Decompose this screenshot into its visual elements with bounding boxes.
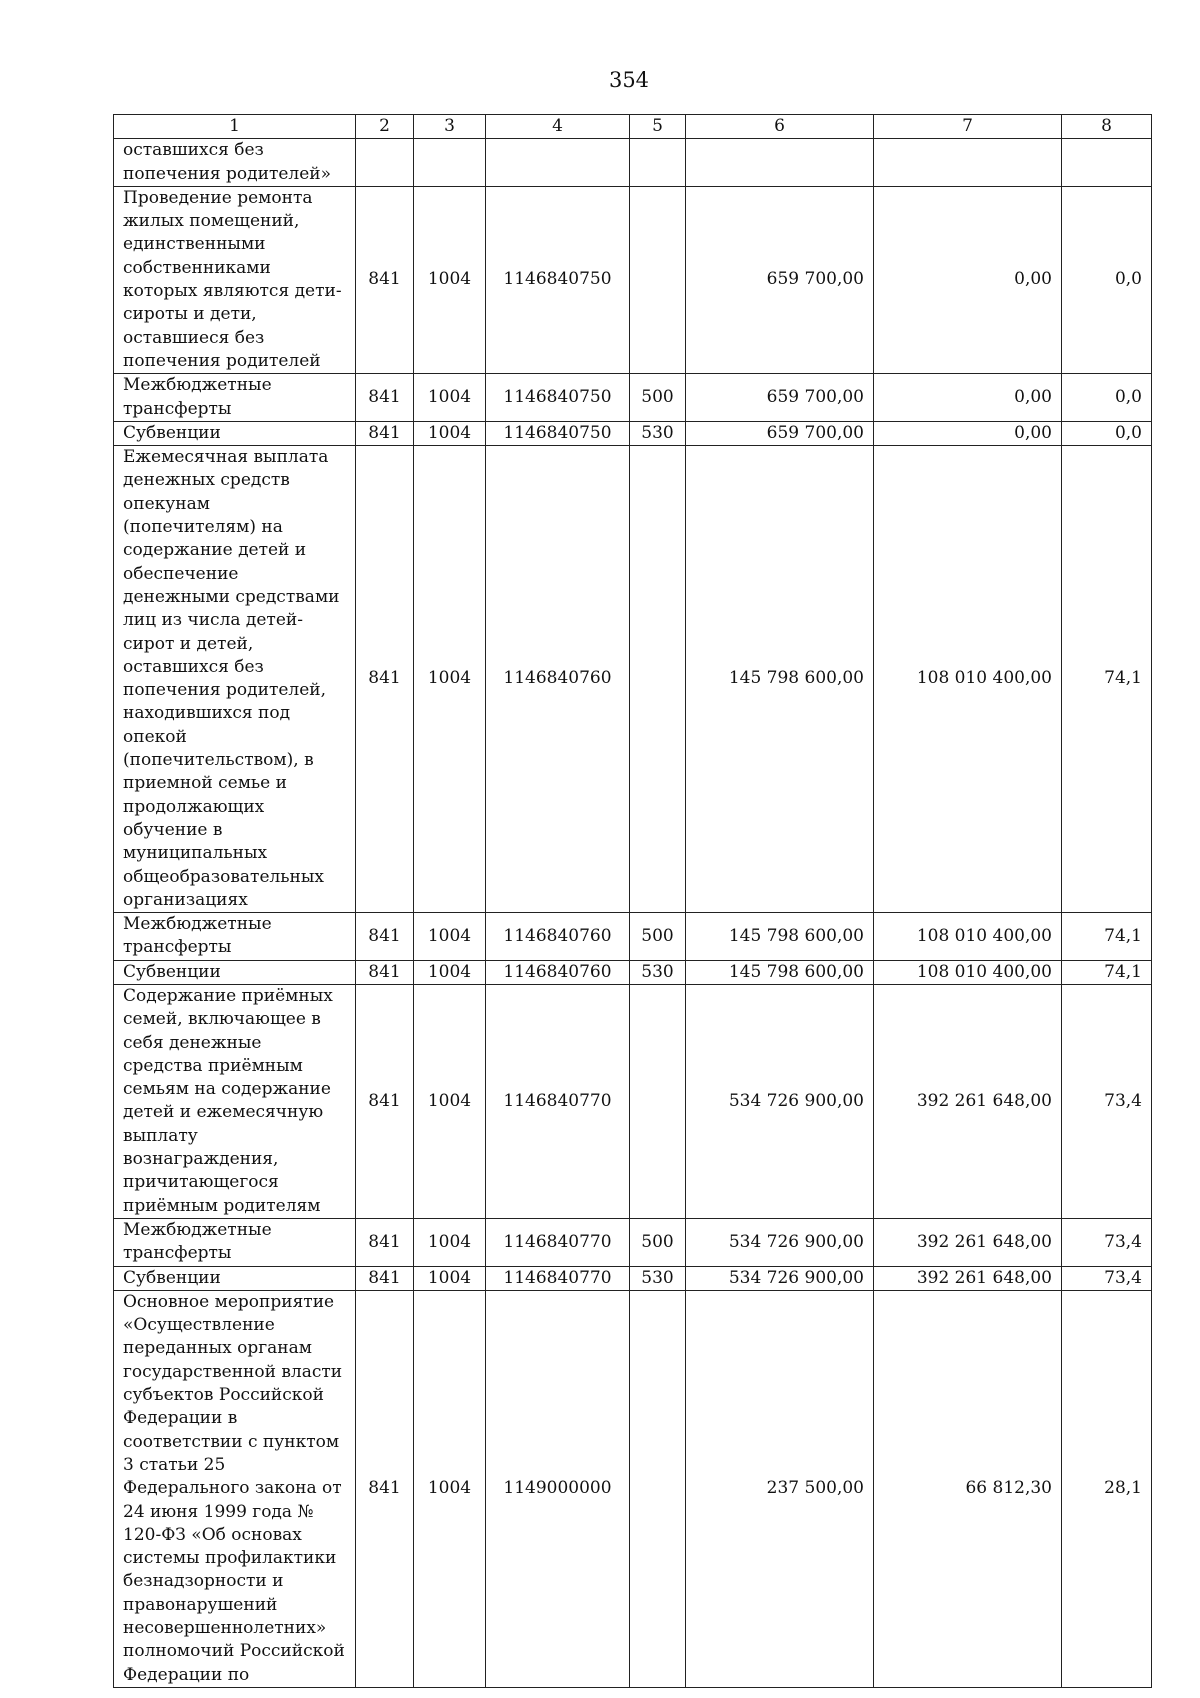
target-code-cell: 1146840750 <box>486 374 630 422</box>
row-name-cell: Основное мероприятие «Осуществление переданных органам государственной власти субъектов Российской Федерации в соответствии с пунктом 3 статьи 25 Федерального закона от 24 июня 1999 года № 120-ФЗ «Об основах системы профилактики безнадзорности и правонарушений несовершеннолетних» полномочий Российской Федерации по <box>114 1290 356 1687</box>
target-code-cell: 1146840760 <box>486 446 630 913</box>
actual-amount-cell: 0,00 <box>874 374 1062 422</box>
table-row <box>114 139 1152 187</box>
percent-cell: 73,4 <box>1062 1218 1152 1266</box>
section-code-cell: 1004 <box>414 984 486 1218</box>
section-code-cell <box>414 139 486 187</box>
row-name-cell: Межбюджетные трансферты <box>114 374 356 422</box>
column-header: 5 <box>630 115 686 139</box>
row-name-cell: Межбюджетные трансферты <box>114 913 356 961</box>
actual-amount-cell: 0,00 <box>874 186 1062 373</box>
planned-amount-cell: 237 500,00 <box>686 1290 874 1687</box>
expense-type-cell <box>630 446 686 913</box>
percent-cell <box>1062 139 1152 187</box>
planned-amount-cell: 659 700,00 <box>686 186 874 373</box>
percent-cell: 73,4 <box>1062 1266 1152 1290</box>
row-name-cell: Субвенции <box>114 960 356 984</box>
planned-amount-cell: 659 700,00 <box>686 421 874 445</box>
page-number: 354 <box>608 68 650 92</box>
actual-amount-cell <box>874 139 1062 187</box>
target-code-cell <box>486 139 630 187</box>
table-row <box>114 960 1152 984</box>
table-row <box>114 1266 1152 1290</box>
table-row <box>114 186 1152 373</box>
admin-code-cell: 841 <box>356 421 414 445</box>
actual-amount-cell: 392 261 648,00 <box>874 1218 1062 1266</box>
planned-amount-cell: 659 700,00 <box>686 374 874 422</box>
planned-amount-cell: 534 726 900,00 <box>686 984 874 1218</box>
planned-amount-cell: 145 798 600,00 <box>686 960 874 984</box>
table-body <box>114 139 1152 1688</box>
admin-code-cell: 841 <box>356 984 414 1218</box>
actual-amount-cell: 66 812,30 <box>874 1290 1062 1687</box>
column-header: 1 <box>114 115 356 139</box>
table-row <box>114 1290 1152 1687</box>
planned-amount-cell: 534 726 900,00 <box>686 1266 874 1290</box>
row-name-cell: оставшихся без попечения родителей» <box>114 139 356 187</box>
column-header: 2 <box>356 115 414 139</box>
planned-amount-cell: 145 798 600,00 <box>686 446 874 913</box>
section-code-cell: 1004 <box>414 960 486 984</box>
percent-cell: 0,0 <box>1062 186 1152 373</box>
planned-amount-cell: 145 798 600,00 <box>686 913 874 961</box>
column-header: 4 <box>486 115 630 139</box>
row-name-cell: Межбюджетные трансферты <box>114 1218 356 1266</box>
admin-code-cell: 841 <box>356 1218 414 1266</box>
row-name-cell: Проведение ремонта жилых помещений, единственными собственниками которых являются дети-сироты и дети, оставшиеся без попечения родителей <box>114 186 356 373</box>
admin-code-cell: 841 <box>356 374 414 422</box>
actual-amount-cell: 108 010 400,00 <box>874 960 1062 984</box>
target-code-cell: 1146840750 <box>486 421 630 445</box>
section-code-cell: 1004 <box>414 1266 486 1290</box>
admin-code-cell: 841 <box>356 186 414 373</box>
section-code-cell: 1004 <box>414 913 486 961</box>
expense-type-cell <box>630 186 686 373</box>
percent-cell: 74,1 <box>1062 960 1152 984</box>
target-code-cell: 1146840770 <box>486 1266 630 1290</box>
expense-type-cell: 530 <box>630 960 686 984</box>
target-code-cell: 1146840750 <box>486 186 630 373</box>
column-header: 8 <box>1062 115 1152 139</box>
actual-amount-cell: 108 010 400,00 <box>874 913 1062 961</box>
target-code-cell: 1146840770 <box>486 1218 630 1266</box>
expense-type-cell: 530 <box>630 421 686 445</box>
expense-type-cell: 530 <box>630 1266 686 1290</box>
planned-amount-cell: 534 726 900,00 <box>686 1218 874 1266</box>
actual-amount-cell: 392 261 648,00 <box>874 984 1062 1218</box>
admin-code-cell: 841 <box>356 960 414 984</box>
table-header <box>114 115 1152 139</box>
admin-code-cell: 841 <box>356 913 414 961</box>
percent-cell: 28,1 <box>1062 1290 1152 1687</box>
target-code-cell: 1146840770 <box>486 984 630 1218</box>
expense-type-cell <box>630 984 686 1218</box>
table-row <box>114 421 1152 445</box>
actual-amount-cell: 392 261 648,00 <box>874 1266 1062 1290</box>
admin-code-cell: 841 <box>356 446 414 913</box>
percent-cell: 74,1 <box>1062 446 1152 913</box>
actual-amount-cell: 0,00 <box>874 421 1062 445</box>
admin-code-cell: 841 <box>356 1266 414 1290</box>
expense-type-cell <box>630 1290 686 1687</box>
column-header: 6 <box>686 115 874 139</box>
table-row <box>114 446 1152 913</box>
section-code-cell: 1004 <box>414 446 486 913</box>
section-code-cell: 1004 <box>414 421 486 445</box>
column-header: 3 <box>414 115 486 139</box>
admin-code-cell: 841 <box>356 1290 414 1687</box>
section-code-cell: 1004 <box>414 186 486 373</box>
expense-type-cell: 500 <box>630 1218 686 1266</box>
percent-cell: 0,0 <box>1062 421 1152 445</box>
percent-cell: 74,1 <box>1062 913 1152 961</box>
section-code-cell: 1004 <box>414 1218 486 1266</box>
expense-type-cell <box>630 139 686 187</box>
column-header: 7 <box>874 115 1062 139</box>
column-number-row <box>114 115 1152 139</box>
row-name-cell: Содержание приёмных семей, включающее в себя денежные средства приёмным семьям на содержание детей и ежемесячную выплату вознаграждения, причитающегося приёмным родителям <box>114 984 356 1218</box>
row-name-cell: Ежемесячная выплата денежных средств опекунам (попечителям) на содержание детей и обеспечение денежными средствами лиц из числа детей-сирот и детей, оставшихся без попечения родителей, находившихся под опекой (попечительством), в приемной семье и продолжающих обучение в муниципальных общеобразовательных организациях <box>114 446 356 913</box>
percent-cell: 0,0 <box>1062 374 1152 422</box>
table-row <box>114 984 1152 1218</box>
expense-type-cell: 500 <box>630 913 686 961</box>
expense-type-cell: 500 <box>630 374 686 422</box>
target-code-cell: 1146840760 <box>486 960 630 984</box>
section-code-cell: 1004 <box>414 374 486 422</box>
planned-amount-cell <box>686 139 874 187</box>
section-code-cell: 1004 <box>414 1290 486 1687</box>
row-name-cell: Субвенции <box>114 421 356 445</box>
row-name-cell: Субвенции <box>114 1266 356 1290</box>
target-code-cell: 1149000000 <box>486 1290 630 1687</box>
admin-code-cell <box>356 139 414 187</box>
table-row <box>114 1218 1152 1266</box>
actual-amount-cell: 108 010 400,00 <box>874 446 1062 913</box>
percent-cell: 73,4 <box>1062 984 1152 1218</box>
table-row <box>114 913 1152 961</box>
target-code-cell: 1146840760 <box>486 913 630 961</box>
table-row <box>114 374 1152 422</box>
budget-table <box>113 114 1152 1688</box>
